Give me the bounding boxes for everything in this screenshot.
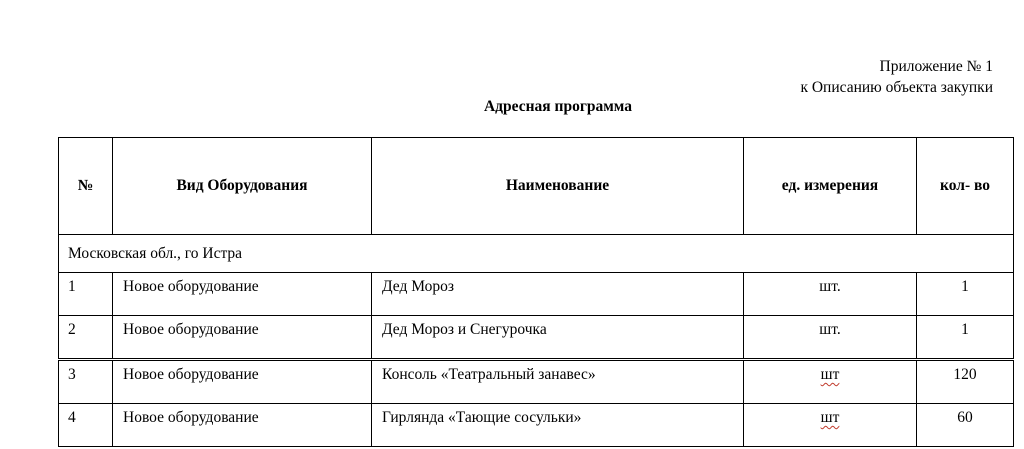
unit-cell xyxy=(744,404,917,447)
quantity-cell: 120 xyxy=(917,360,1014,404)
table-row xyxy=(59,404,1014,447)
row-number-cell: 2 xyxy=(59,316,113,360)
unit-text-spellcheck: шт xyxy=(820,409,840,426)
column-header-quantity: кол- во xyxy=(917,138,1014,235)
item-name-cell: Гирлянда «Тающие сосульки» xyxy=(372,404,744,447)
address-program-table xyxy=(58,137,1014,447)
quantity-cell: 60 xyxy=(917,404,1014,447)
equipment-type-cell: Новое оборудование xyxy=(113,404,372,447)
item-name-cell: Консоль «Театральный занавес» xyxy=(372,360,744,404)
unit-text-spellcheck: шт xyxy=(820,366,840,383)
table-header-row xyxy=(59,138,1014,235)
unit-cell xyxy=(744,360,917,404)
appendix-number: Приложение № 1 xyxy=(879,58,993,75)
table-row xyxy=(59,360,1014,404)
equipment-type-cell: Новое оборудование xyxy=(113,316,372,360)
row-number-cell: 4 xyxy=(59,404,113,447)
region-row xyxy=(59,235,1014,273)
equipment-type-cell: Новое оборудование xyxy=(113,273,372,316)
unit-cell: шт. xyxy=(744,273,917,316)
item-name-cell: Дед Мороз и Снегурочка xyxy=(372,316,744,360)
unit-cell: шт. xyxy=(744,316,917,360)
region-cell: Московская обл., го Истра xyxy=(59,235,1014,273)
table-row xyxy=(59,273,1014,316)
quantity-cell: 1 xyxy=(917,316,1014,360)
appendix-description: к Описанию объекта закупки xyxy=(800,79,993,96)
appendix-reference xyxy=(800,56,993,98)
equipment-type-cell: Новое оборудование xyxy=(113,360,372,404)
table-row xyxy=(59,316,1014,360)
row-number-cell: 1 xyxy=(59,273,113,316)
row-number-cell: 3 xyxy=(59,360,113,404)
item-name-cell: Дед Мороз xyxy=(372,273,744,316)
column-header-name: Наименование xyxy=(372,138,744,235)
document-title: Адресная программа xyxy=(483,98,632,115)
column-header-equipment-type: Вид Оборудования xyxy=(113,138,372,235)
quantity-cell: 1 xyxy=(917,273,1014,316)
column-header-unit: ед. измерения xyxy=(744,138,917,235)
column-header-number: № xyxy=(59,138,113,235)
